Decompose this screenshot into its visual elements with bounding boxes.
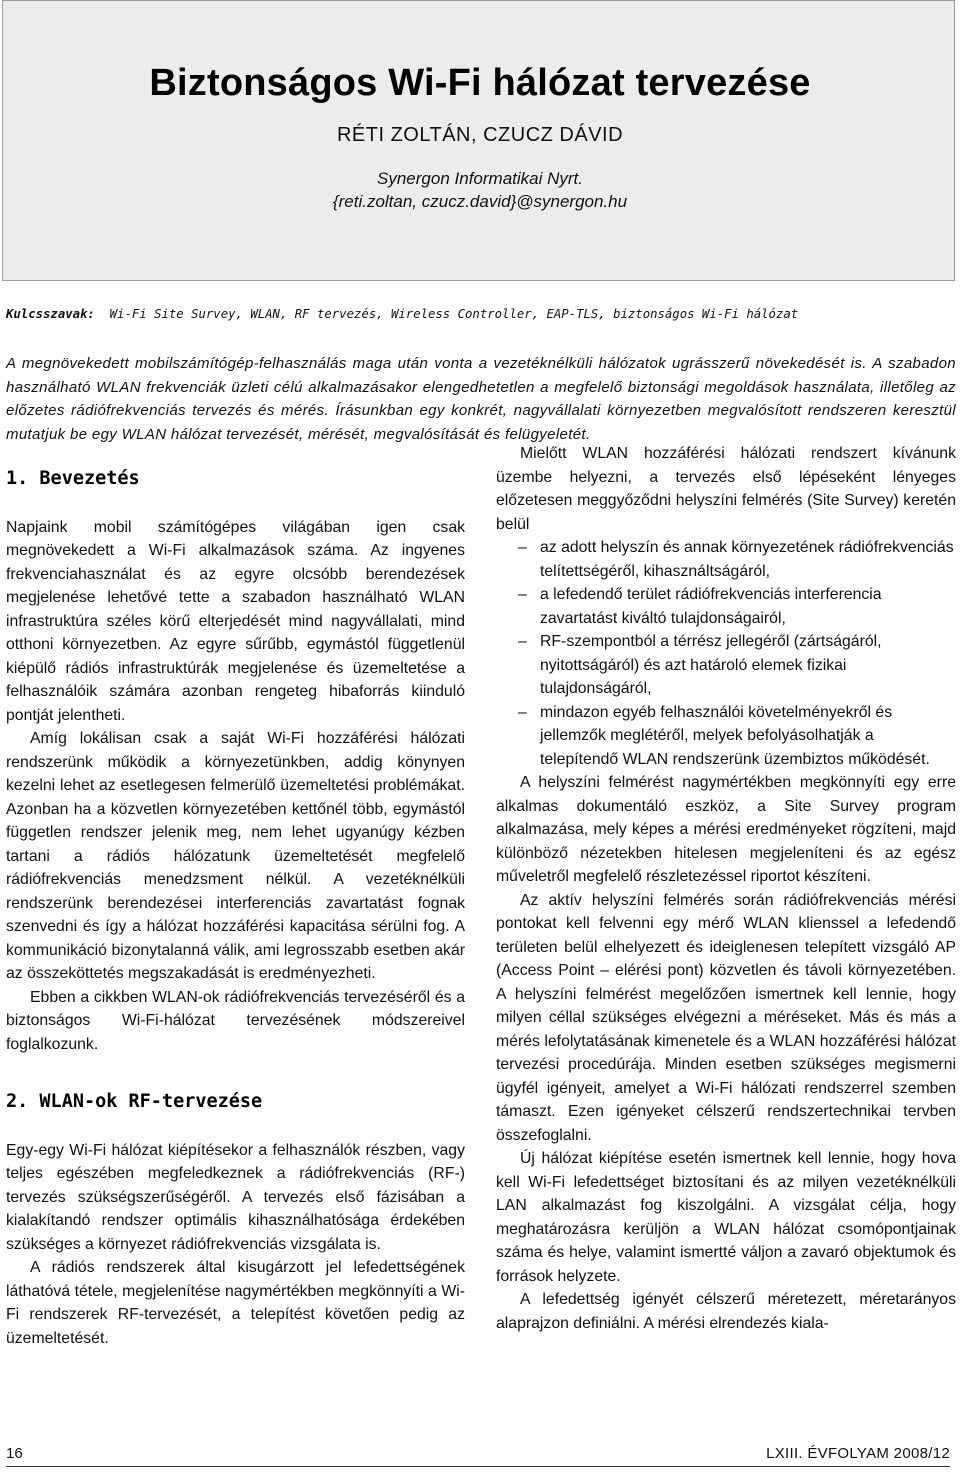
dash-bullet: –	[518, 703, 527, 721]
keywords-label: Kulcsszavak:	[6, 307, 95, 321]
paragraph: A lefedettség igényét célszerű méretezett, méretarányos alaprajzon definiálni. A mérési elrendezés kiala-	[496, 1291, 956, 1332]
paragraph: Az aktív helyszíni felmérés során rádiófrekvenciás mérési pontokat kell felvenni egy mérő WLAN klienssel a lefedendő területen belül elhelyezett és ideiglenesen telepített vizsgáló AP (Access Point – elérési pont) közvetlen és távoli környezetében. A helyszíni felmérést megelőzően ismertnek kell lennie, hogy milyen céllal szükséges elvégezni a méréseket. Más és más a mérés lefolytatásának kimenetele és a WLAN hozzáférési hálózat tervezési procedúrája. Minden esetben szükséges megismerni ügyfél igényeit, amelyet a Wi-Fi hálózati rendszerrel szemben támaszt. Ezen igényeket célszerű rendszertechnikai tervben összefoglalni.	[496, 891, 956, 1144]
list-item-text: a lefedendő terület rádiófrekvenciás interferencia zavartatást kiváltó tulajdonságairól,	[540, 586, 882, 627]
list-item-text: mindazon egyéb felhasználói követelményekről és jellemzők meglétéről, melyek befolyásolhatják a telepítendő WLAN rendszerünk üzembiztos működését.	[540, 703, 930, 768]
list-item	[496, 536, 956, 583]
dash-bullet: –	[518, 586, 527, 603]
paragraph: A rádiós rendszerek által kisugárzott jel lefedettségének láthatóvá tétele, megjelenítése nagymértékben megkönnyíti a Wi-Fi rendszerek RF-tervezését, a telepítést követően pedig az üzemeltetését.	[6, 1259, 465, 1347]
right-column	[496, 442, 956, 1335]
affiliation: Synergon Informatikai Nyrt.	[377, 169, 583, 188]
dash-bullet: –	[518, 633, 527, 650]
dash-bullet: –	[518, 539, 527, 556]
page-number: 16	[6, 1445, 23, 1462]
list-item-text: az adott helyszín és annak környezetének rádiófrekvenciás telítettségéről, kihasználtságáról,	[540, 539, 954, 580]
keywords-text: Wi-Fi Site Survey, WLAN, RF tervezés, Wireless Controller, EAP-TLS, biztonságos Wi-Fi hálózat	[109, 307, 799, 321]
list-item-text: RF-szempontból a térrész jellegéről (zártságáról, nyitottságáról) és azt határoló elemek fizikai tulajdonságáról,	[540, 633, 882, 697]
list-item	[496, 583, 956, 630]
section-heading-1: 1. Bevezetés	[6, 468, 140, 489]
paragraph: Amíg lokálisan csak a saját Wi-Fi hozzáférési hálózati rendszerünk működik a környezetünkben, addig könynyen kezelni lehet az esetlegesen felmerülő üzemeltetési problémákat. Azonban ha a közvetlen környezetében kettőnél több, egymástól független rendszer jelenik meg, nem lehet ugyanúgy kézben tartani a rádiós hálózatunk üzemeltetését megfelelő rádiófrekvenciás menedzsment nélkül. A vezetéknélküli rendszerünk berendezései interferenciás zavartatást fognak szenvedni és így a hálózat hozzáférési kapacitása sérülni fog. A kommunikáció bizonytalanná válik, ami legrosszabb esetben akár az összeköttetés megszakadását is eredményezheti.	[6, 730, 465, 982]
authors: RÉTI ZOLTÁN, CZUCZ DÁVID	[336, 124, 624, 146]
list-item	[496, 630, 956, 701]
abstract: A megnövekedett mobilszámítógép-felhasználás maga után vonta a vezetéknélküli hálózatok ugrásszerű növekedését is. A szabadon használható WLAN frekvenciák üzleti célú alkalmazásakor elengedhetetlen a megfelelő biztonsági megoldások használata, illetőleg az előzetes rádiófrekvenciás tervezés és mérés. Írásunkban egy konkrét, nagyvállalati környezetben megvalósított rendszeren keresztül mutatjuk be egy WLAN hálózat tervezését, mérését, megvalósítását és felügyeletét.	[6, 355, 956, 443]
page-title: Biztonságos Wi-Fi hálózat tervezése	[149, 62, 811, 104]
section-heading-2: 2. WLAN-ok RF-tervezése	[6, 1091, 263, 1112]
email: {reti.zoltan, czucz.david}@synergon.hu	[332, 192, 628, 211]
paragraph: Egy-egy Wi-Fi hálózat kiépítésekor a felhasználók részben, vagy teljes egészében megfeledkeznek a rádiófrekvenciás (RF-) tervezés szükségszerűségéről. A tervezés első fázisában a kialakítandó rendszer optimális kihasználhatósága érdekében szükséges a környezet rádiófrekvenciás vizsgálata is.	[6, 1141, 465, 1253]
list-item	[496, 701, 956, 772]
keywords	[6, 307, 956, 321]
dash-list	[496, 536, 956, 771]
paragraph: A helyszíni felmérést nagymértékben megkönnyíti egy erre alkalmas dokumentáló eszköz, a Site Survey program alkalmazása, mely képes a mérési eredményeket rögzíteni, majd különböző nézetekben hitelesen megjeleníteni és az egész műveletről megfelelő részletezéssel riportot készíteni.	[496, 774, 956, 885]
paragraph: Ebben a cikkben WLAN-ok rádiófrekvenciás tervezéséről és a biztonságos Wi-Fi-hálózat tervezésének módszereivel foglalkozunk.	[6, 988, 465, 1053]
volume-label: LXIII. ÉVFOLYAM 2008/12	[766, 1445, 950, 1462]
left-column	[6, 467, 465, 1350]
paragraph: Mielőtt WLAN hozzáférési hálózati rendszert kívánunk üzembe helyezni, a tervezés első lépéseként lényeges előzetesen meggyőződni helyszíni felmérés (Site Survey) keretén belül	[496, 445, 956, 533]
paragraph: Új hálózat kiépítése esetén ismertnek kell lennie, hogy hova kell Wi-Fi lefedettséget biztosítani és az milyen vezetéknélküli LAN alkalmazást fog kiszolgálni. A vizsgálat célja, hogy meghatározásra kerüljön a WLAN hálózat csomópontjainak száma és helye, valamint ismertté váljon a zavaró objektumok és források helyzete.	[496, 1150, 956, 1285]
affiliation-block	[0, 167, 960, 213]
paragraph: Napjaink mobil számítógépes világában igen csak megnövekedett a Wi-Fi alkalmazások száma. Az ingyenes frekvenciahasználat és az egyre olcsóbb berendezések megjelenése lehetővé tette a szabadon használható WLAN infrastruktúra széles körű elterjedését mind nagyvállalati, mind otthoni környezetben. Az egyre sűrűbb, egymástól függetlenül kiépülő rádiós infrastruktúrák megjelenése és üzemeltetése a felhasználóik számára azonban rengeteg hibaforrás kiinduló pontját jelentheti.	[6, 518, 465, 724]
footer	[6, 1442, 950, 1467]
